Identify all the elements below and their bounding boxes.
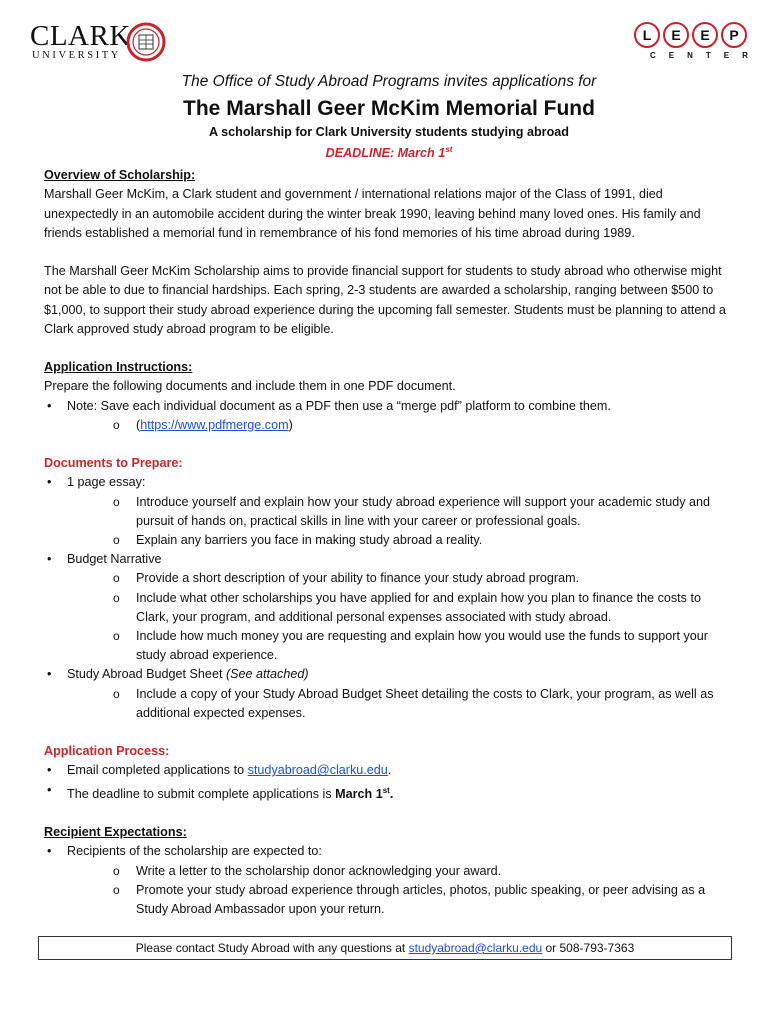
instructions-note: Note: Save each individual document as a PDF then use a “merge pdf” platform to combine them. [67, 398, 611, 413]
intro-line: The Office of Study Abroad Programs invites applications for [181, 73, 597, 90]
list-item: o Introduce yourself and explain how your study abroad experience will support your academic study and pursuit of hands on, practical skills in line with your career or professional goals. [67, 493, 734, 531]
process-email-prefix: Email completed applications to [67, 763, 248, 778]
expectations-bullet: Recipients of the scholarship are expected to: [67, 844, 322, 859]
expectations-list [44, 842, 734, 919]
clark-university-logo [30, 22, 170, 68]
deadline-text: DEADLINE: March 1 [325, 146, 446, 161]
list-item: o Include a copy of your Study Abroad Budget Sheet detailing the costs to Clark, your program, as well as additional expected expenses. [67, 685, 734, 723]
footer-prefix: Please contact Study Abroad with any questions at [135, 941, 409, 955]
overview-paragraph-2: The Marshall Geer McKim Scholarship aims to provide financial support for students to study abroad who otherwise might not be able to due to financial hardships. Each spring, 2-3 students are awarded a scholarship, ranging between $500 to $1,000, to support their study abroad experience during the upcoming fall semester. Students must be planning to attend a Clark approved study abroad program to be eligible. [44, 264, 726, 336]
leep-letter-l: L [634, 22, 660, 48]
list-item: o Include what other scholarships you have applied for and explain how you plan to finance the costs to Clark, your program, and additional personal expenses associated with study abroad. [67, 589, 734, 627]
list-item: o Write a letter to the scholarship donor acknowledging your award. [67, 862, 734, 881]
list-item [67, 416, 734, 435]
documents-heading: Documents to Prepare: [44, 456, 183, 471]
list-item: o Provide a short description of your ability to finance your study abroad program. [67, 569, 734, 588]
page-header [0, 0, 770, 70]
essay-label: 1 page essay: [67, 475, 146, 490]
subtitle: A scholarship for Clark University students studying abroad [209, 125, 569, 139]
leep-center-logo [634, 22, 761, 62]
leep-letter-p: P [721, 22, 747, 48]
list-item: o Promote your study abroad experience through articles, photos, public speaking, or peer advising as a Study Abroad Ambassador upon your return. [67, 881, 734, 919]
list-item [44, 761, 734, 780]
process-deadline-suffix: . [389, 786, 394, 801]
document-body [44, 72, 734, 919]
process-deadline-date: March 1 [335, 786, 383, 801]
instructions-list [44, 397, 734, 435]
instructions-heading: Application Instructions: [44, 360, 193, 375]
clark-seal-icon [126, 22, 166, 62]
deadline-banner [44, 141, 734, 162]
list-item [44, 397, 734, 435]
budget-label: Budget Narrative [67, 552, 162, 567]
process-email-suffix: . [387, 763, 392, 778]
process-deadline-sup: st [382, 785, 390, 795]
university-logo-word: UNIVERSITY [32, 50, 121, 61]
clark-logo-word: CLARK [30, 20, 131, 52]
list-item [44, 842, 734, 919]
instructions-line: Prepare the following documents and include them in one PDF document. [44, 379, 456, 394]
study-abroad-email-link[interactable]: studyabroad@clarku.edu [247, 763, 388, 778]
list-item: o Include how much money you are requesting and explain how you would use the funds to support your study abroad experience. [67, 627, 734, 665]
list-item: o Explain any barriers you face in making study abroad a reality. [67, 531, 734, 550]
sheet-label: Study Abroad Budget Sheet [67, 667, 226, 682]
overview-paragraph-1: Marshall Geer McKim, a Clark student and government / international relations major of the Class of 1991, died unexpectedly in an automobile accident during the winter break 1990, leaving behind many loved ones. His family and friends established a memorial fund in remembrance of his fond memories of his time abroad during 1989. [44, 187, 701, 240]
overview-heading: Overview of Scholarship: [44, 168, 196, 183]
list-item [44, 473, 734, 550]
footer-text [39, 937, 731, 959]
leep-letter-e2: E [692, 22, 718, 48]
pdfmerge-link[interactable]: https://www.pdfmerge.com [140, 417, 289, 432]
link-close-paren: ) [288, 417, 293, 432]
list-item [44, 665, 734, 723]
process-heading: Application Process: [44, 744, 170, 759]
leep-center-word: CENTER [650, 51, 761, 60]
process-list [44, 761, 734, 804]
page-title: The Marshall Geer McKim Memorial Fund [183, 97, 595, 120]
deadline-sup: st [445, 145, 453, 154]
list-item [44, 550, 734, 665]
footer-phone: or 508-793-7363 [542, 941, 635, 955]
process-deadline-prefix: The deadline to submit complete applications is [67, 786, 336, 801]
contact-footer [38, 936, 732, 960]
footer-email-link[interactable]: studyabroad@clarku.edu [408, 941, 543, 955]
expectations-heading: Recipient Expectations: [44, 825, 187, 840]
list-item [44, 781, 734, 804]
leep-letter-e1: E [663, 22, 689, 48]
link-open-paren: ( [136, 417, 141, 432]
sheet-label-note: (See attached) [225, 667, 309, 682]
documents-list [44, 473, 734, 723]
